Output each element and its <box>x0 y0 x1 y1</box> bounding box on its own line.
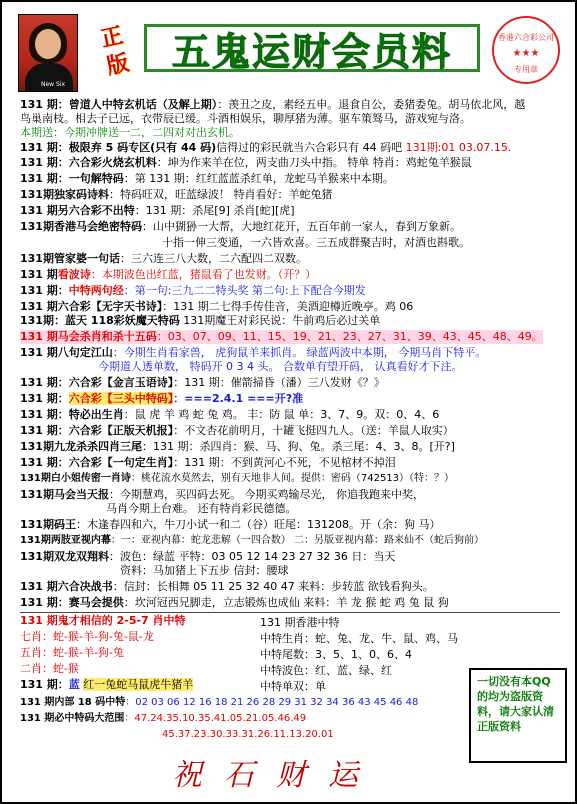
line-2: 鸟巢南枝。相去子已远，衣带辰已缓。斗酒相娱乐，聊厚猪为薄。驱车策驽马，游戏宛与洛。 <box>20 112 471 125</box>
line-8: 131 期另六合彩不出特：131 期：杀尾[9] 杀肖[蛇][虎] <box>20 204 295 217</box>
hk-title: 131 期香港中特 <box>260 616 340 629</box>
line-27: 马肖今期上台难。 还有特肖彩民德德。 <box>106 502 297 515</box>
photo-tag: New Six <box>41 81 66 88</box>
line-33: 131 期：赛马会提供：坎河冠西兄脚走，立志锻炼也成仙 来料：羊 龙 猴 蛇 鸡 兔 鼠 狗 <box>20 596 449 609</box>
line-30: 131期双龙双翔料：波色：绿蓝 平特：03 05 12 14 23 27 32 36 日：当天 <box>20 550 396 563</box>
line-19: 131 期：六合彩【金言玉语诗】：131 期：催箭掃昏（潘）三八发财《？》 <box>20 376 385 389</box>
line-7: 131期独家码诗料：特码旺双，旺蓝绿波！ 特肖看好：羊蛇兔猪 <box>20 188 333 201</box>
line-11: 131期管家婆一句话：三六连三八大数，二六配四二双数。 <box>20 252 307 265</box>
line-15: 131期：蓝天 118彩妖魔天特码 131期魔王对彩民说：牛前鸡后必过关单 <box>20 314 381 327</box>
line-36: 五肖：蛇-猴-羊-狗-兔 <box>20 646 124 659</box>
line-26: 131期马会当天报：今期慧鸡，买四码去死。 今期买鸡输尽光， 你追我跑来中奖， <box>20 488 424 501</box>
line-13: 131 期：中特两句经：第一句:三九二二特头奖 第二句:上下配合今期发 <box>20 284 366 297</box>
line-32: 131 期六合决战书：信封：长相舞 05 11 25 32 40 47 来料：步转蓝 欲钱看狗头。 <box>20 580 434 593</box>
line-24: 131 期：六合彩【一句定生肖】：131 期：不到黄河心不死，不见棺材不掉泪 <box>20 456 396 469</box>
line-40: 131 期必中特码大范围：47.24.35.10.35.41.05.21.05.46.49 <box>20 713 307 724</box>
hk-tail: 中特尾数：3、5、1、0、6、4 <box>260 648 412 661</box>
header <box>4 4 575 94</box>
line-17: 131 期八句定江山：今期生肖看家兽， 虎狗鼠羊来抓肖。 绿蓝两波中本期， 今期马肖下特平。 <box>20 346 487 359</box>
line-34: 131 期鬼才相信的 2-5-7 肖中特 <box>20 614 186 627</box>
official-stamp: 香港六合彩公司 ★★★ 专用章 <box>492 16 560 84</box>
line-3: 本期送：今期冲牌送一二，二四对对出玄机。 <box>20 126 240 139</box>
hk-odd: 中特单双：单 <box>260 680 326 693</box>
line-6: 131 期：一句解特码：第 131 期：红红蓝蓝杀红单，龙蛇马羊猴来中本期。 <box>20 172 394 185</box>
line-38: 131 期：蓝 红一兔蛇马鼠虎牛猪羊 <box>20 678 194 691</box>
line-14: 131 期六合彩【无字天书诗】：131 期二七得手传佳音，美酒迎樽近晚亭。鸡 06 <box>20 300 414 313</box>
hk-zodiac: 中特生肖：蛇、兔、龙、牛、鼠、鸡、马 <box>260 632 458 645</box>
zhengban-seal: 正版 <box>98 22 132 80</box>
section-divider <box>20 612 560 613</box>
line-23: 131期九龙杀杀四肖三尾：131 期：杀四肖：猴、马、狗、兔。杀三尾：4、3、8。[开?] <box>20 440 455 453</box>
footer-blessing: 祝石财运 <box>172 758 380 793</box>
line-29: 131期两肢亚视内幕：一：亚视内幕：蛇龙悲解（一四合数） 二：另版亚视内幕：路来仙不（蛇后狗前） <box>20 535 485 546</box>
line-12: 131 期看波诗：本期波色出红蓝，猪鼠看了也发财。（开？） <box>20 268 317 281</box>
portrait-photo <box>18 14 78 92</box>
page-title-box <box>144 24 480 72</box>
line-20: 131 期：六合彩【三头中特码】：===2.4.1 ===开?准 <box>20 392 304 405</box>
line-9: 131期香港马会绝密特码：山中猢狲一大帮，大地红花开，五百年前一家人，春到万象新。 <box>20 220 461 233</box>
line-10: 十指一伸三变通，一六皆欢喜。三五成群聚吉时，对酒也斟歌。 <box>162 236 470 249</box>
line-1: 131 期：曾道人中特玄机话（及解上期）：羡丑之皮，素经五申。退食自公，委猪委兔。胡马依北风，越 <box>20 98 526 111</box>
line-4: 131 期：极限弃 5 码专区(只有 44 码)信得过的彩民就当六合彩只有 44 码吧 131期:01 03.07.15. <box>20 141 512 154</box>
line-28: 131期码王：木逢春四和六，牛刀小试一和二（谷）旺尾：131208。开（余：狗 马） <box>20 518 441 531</box>
line-22: 131 期：六合彩【正版天机报】：不文杏花前明月，十罐飞挺四九人。（送：羊鼠人取实） <box>20 424 454 437</box>
hk-wave: 中特波色：红、蓝、绿、红 <box>260 664 392 677</box>
line-31: 资料：马加猪上下五步 信封：腰球 <box>120 564 289 577</box>
line-18: 今期道人透单数， 特码开 0 3 4 头。 合数单有望开码， 认真看好才下注。 <box>98 360 463 373</box>
page-title: 五鬼运财会员料 <box>171 29 452 74</box>
line-21: 131 期：特必出生肖：鼠 虎 羊 鸡 蛇 兔 鸡。 丰：防 鼠 单：3、7、9。双：0、4、6 <box>20 408 440 421</box>
line-16: 131 期马会杀肖和杀十五码：03、07、09、11、15、19、21、23、27、31、39、43、45、48、49。 <box>20 330 543 343</box>
line-25: 131期白小姐传密一肖诗：桃花流水莫然去，别有天地非人间。提供：密码（742513）（特：？） <box>20 473 455 484</box>
line-35: 七肖：蛇-猴-羊-狗-兔-鼠-龙 <box>20 630 154 643</box>
anti-piracy-notice: 一切没有本QQ 的均为盗版资料，请大家认清正版资料 <box>469 668 567 763</box>
line-5: 131 期：六合彩火烧玄机料：坤为作来羊在位，两支曲刀头中指。 特单 特肖：鸡蛇兔羊猴鼠 <box>20 156 472 169</box>
line-37: 二肖：蛇-猴 <box>20 662 79 675</box>
line-41: 45.37.23.30.33.31.26.11.13.20.01 <box>162 729 334 740</box>
line-39: 131 期内部 18 码中特：02 03 06 12 16 18 21 26 28 29 31 32 34 36 43 45 46 48 <box>20 697 419 708</box>
